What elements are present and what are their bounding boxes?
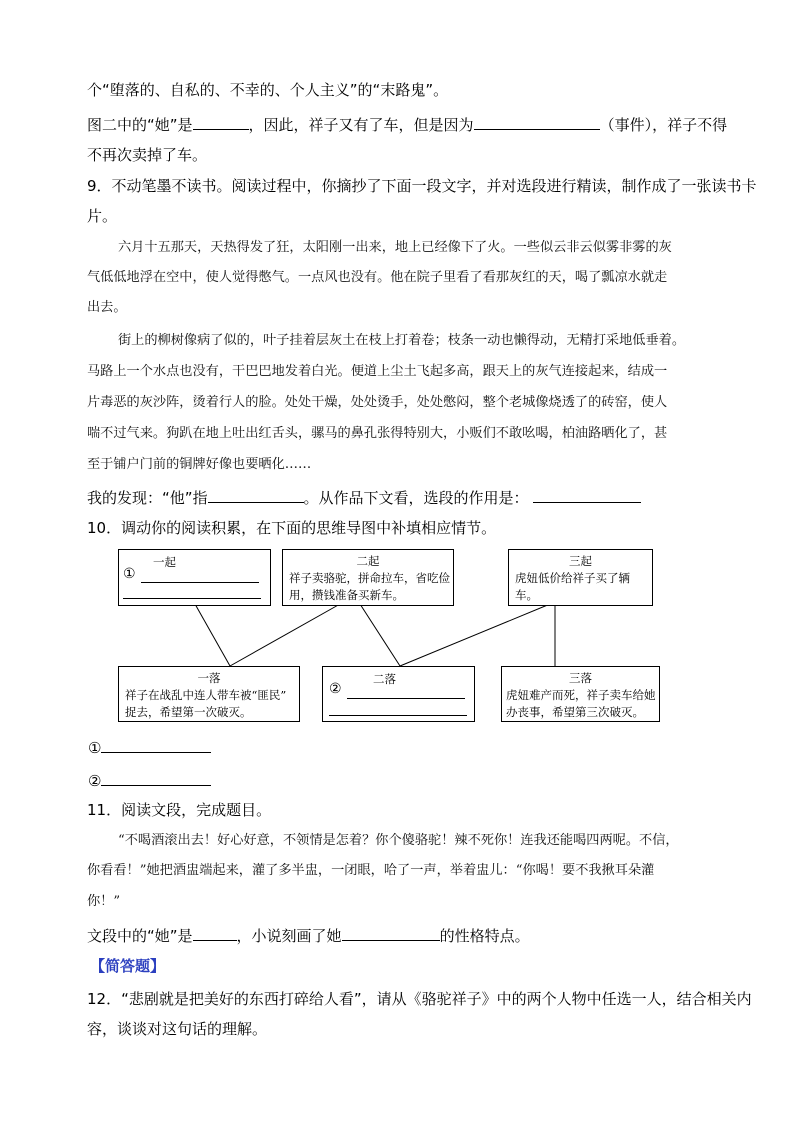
fall-1-body-1: 祥子在战乱中连人带车被“匪民” xyxy=(125,688,287,702)
q9-passage-p1b: 气低低地浮在空中，使人觉得憋气。一点风也没有。他在院子里看了看那灰红的天，喝了瓢凉水就走 xyxy=(87,270,668,285)
fall-2-marker: ② xyxy=(329,681,342,697)
rise-2-title: 二起 xyxy=(356,554,380,568)
connector-fall1-rise2 xyxy=(230,604,340,666)
q11-blank-trait[interactable] xyxy=(342,925,440,941)
fall-2-blank-2[interactable] xyxy=(329,703,467,716)
q9-stem-1: 9．不动笔墨不读书。阅读过程中，你摘抄了下面一段文字，并对选段进行精读，制作成了一张读书卡 xyxy=(87,177,757,195)
q9-passage-p2c: 片毒恶的灰沙阵，烫着行人的脸。处处干燥，处处烫手，处处憋闷，整个老城像烧透了的砖窑，使人 xyxy=(87,395,668,410)
q10-answer-1-marker: ① xyxy=(88,739,102,757)
fall-1-body-2: 捉去，希望第一次破灭。 xyxy=(125,705,252,719)
q9-stem-2: 片。 xyxy=(87,207,118,225)
rise-2-body-2: 用，攒钱准备买新车。 xyxy=(289,588,404,602)
q9-answer-text-1: 我的发现：“他”指 xyxy=(87,489,208,507)
q9-passage-p2e: 至于铺户门前的铜牌好像也要晒化…… xyxy=(87,457,312,472)
mindmap-fall-1 xyxy=(118,666,300,722)
mindmap-rise-3 xyxy=(508,549,653,606)
q11-passage-1: “不喝酒滚出去！好心好意，不领情是怎着？你个傻骆驼！辣不死你！连我还能喝四两呢。不信， xyxy=(118,833,679,848)
section-heading: 【简答题】 xyxy=(90,957,166,975)
q11-blank-her[interactable] xyxy=(193,925,237,941)
q9-passage-p1c: 出去。 xyxy=(87,300,127,315)
q11-answer-text-1: 文段中的“她”是 xyxy=(87,927,193,945)
q11-passage-3: 你！” xyxy=(87,894,121,909)
q10-blank-2[interactable] xyxy=(101,770,211,786)
q12-line-2: 容，谈谈对这句话的理解。 xyxy=(87,1020,268,1038)
q8-text-2: ，因此，祥子又有了车，但是因为 xyxy=(248,116,474,134)
connector-fall2-rise3 xyxy=(400,604,550,666)
q12-line-1: 12．“悲剧就是把美好的东西打碎给人看”，请从《骆驼祥子》中的两个人物中任选一人，结合相关内 xyxy=(87,990,752,1008)
q11-answer-text-2: ，小说刻画了她 xyxy=(236,927,342,945)
rise-1-blank-2[interactable] xyxy=(123,586,261,599)
q9-passage-p2b: 马路上一个水点也没有，干巴巴地发着白光。便道上尘土飞起多高，跟天上的灰气连接起来，结成一 xyxy=(87,364,668,379)
rise-3-body-1: 虎妞低价给祥子买了辆 xyxy=(515,571,630,585)
continuation-line: 个“堕落的、自私的、不幸的、个人主义”的“末路鬼”。 xyxy=(87,81,449,99)
rise-1-title: 一起 xyxy=(153,555,176,569)
q10-answer-1 xyxy=(88,737,211,758)
fall-2-title: 二落 xyxy=(373,672,396,686)
q11-passage-2: 你看看！”她把酒盅端起来，灌了多半盅，一闭眼，哈了一声，举着盅儿：“你喝！要不我揪耳朵灌 xyxy=(87,863,655,878)
mindmap-rise-2 xyxy=(282,549,454,606)
rise-2-body-1: 祥子卖骆驼，拼命拉车，省吃俭 xyxy=(289,571,450,585)
q8-text-1: 图二中的“她”是 xyxy=(87,116,193,134)
q11-answer-text-3: 的性格特点。 xyxy=(439,927,530,945)
q9-passage-p2d: 喘不过气来。狗趴在地上吐出红舌头，骡马的鼻孔张得特别大，小贩们不敢吆喝，柏油路晒化了，甚 xyxy=(87,426,668,441)
rise-1-blank-1[interactable] xyxy=(141,570,259,583)
q11-stem: 11．阅读文段，完成题目。 xyxy=(87,801,272,819)
fall-2-blank-1[interactable] xyxy=(347,686,465,699)
q8-text-3: （事件），祥子不得 xyxy=(599,116,728,134)
mindmap-fall-3 xyxy=(501,666,660,722)
fall-3-title: 三落 xyxy=(569,671,592,685)
rise-1-marker: ① xyxy=(123,566,136,582)
connector-rise1-fall1 xyxy=(195,604,230,666)
fall-3-body-2: 办丧事，希望第三次破灭。 xyxy=(506,705,644,719)
q10-blank-1[interactable] xyxy=(101,737,211,753)
q11-answer-line xyxy=(87,925,530,946)
q10-stem: 10．调动你的阅读积累，在下面的思维导图中补填相应情节。 xyxy=(87,519,497,537)
q9-passage-p1a: 六月十五那天，天热得发了狂，太阳刚一出来，地上已经像下了火。一些似云非云似雾非雾的灰 xyxy=(118,240,672,255)
fall-1-title: 一落 xyxy=(197,671,221,685)
q10-answer-2-marker: ② xyxy=(88,772,102,790)
mindmap-rise-1 xyxy=(118,549,271,606)
rise-3-title: 三起 xyxy=(569,554,592,568)
q9-passage-p2a: 街上的柳树像病了似的，叶子挂着层灰土在枝上打着卷；枝条一动也懒得动，无精打采地低垂着。 xyxy=(118,333,686,348)
q10-answer-2 xyxy=(88,770,211,791)
q9-answer-text-2: 。从作品下文看，选段的作用是： xyxy=(303,489,529,507)
fall-3-body-1: 虎妞难产而死，祥子卖车给她 xyxy=(506,688,656,702)
rise-3-body-2: 车。 xyxy=(515,588,538,602)
mindmap-fall-2 xyxy=(322,666,475,722)
q8-text-4: 不再次卖掉了车。 xyxy=(87,146,208,164)
connector-rise2-fall2 xyxy=(360,604,400,666)
